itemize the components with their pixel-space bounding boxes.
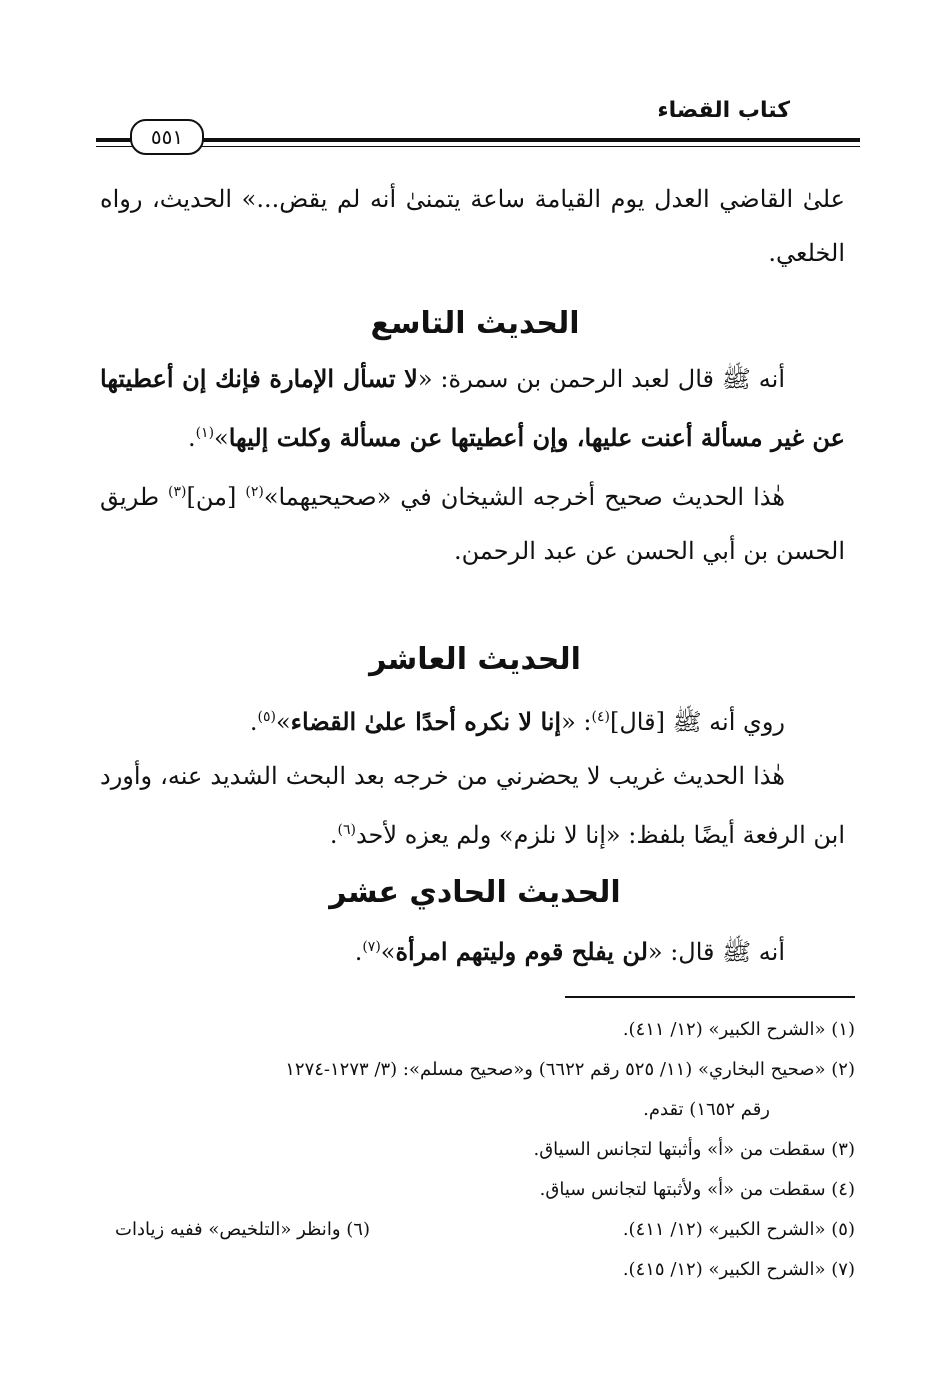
hadith-9-quote: لا تسأل الإمارة فإنك إن أعطيتها عن غير مسألة أعنت عليها، وإن أعطيتها عن مسألة وكلت إليها (100, 364, 845, 452)
hadith-10-quote: إنا لا نكره أحدًا علىٰ القضاء (290, 707, 562, 736)
hadith-9-block (100, 352, 845, 578)
heading-hadith-10: الحديث العاشر (369, 642, 581, 677)
page-number: ٥٥١ (130, 119, 204, 155)
hadith-10-commentary: هٰذا الحديث غريب لا يحضرني من خرجه بعد البحث الشديد عنه، وأورد ابن الرفعة أيضًا بلفظ: «إنا لا نلزم» ولم يعزه لأحد$^{(٦)}$. (100, 762, 845, 849)
heading-hadith-11: الحديث الحادي عشر (329, 875, 621, 910)
intro-text: علىٰ القاضي العدل يوم القيامة ساعة يتمنىٰ أنه لم يقض...» الحديث، رواه الخلعي. (100, 185, 845, 267)
footnote-rule (565, 996, 855, 998)
footnote-ref-6: (٦) (337, 822, 356, 838)
footnote-row-5-6 (95, 1210, 855, 1250)
hadith-9-text: أنه ﷺ قال لعبد الرحمن بن سمرة: «لا تسأل الإمارة فإنك إن أعطيتها عن غير مسألة أعنت عليها، وإن أعطيتها عن مسألة وكلت إليها»$^{(١)}$. (100, 364, 845, 452)
footnote-5: (٥) «الشرح الكبير» (١٢/ ٤١١). (622, 1219, 855, 1240)
footnote-ref-4: (٤) (591, 709, 610, 725)
footnote-2-continued: رقم ١٦٥٢) تقدم. (643, 1099, 770, 1120)
footnote-7: (٧) «الشرح الكبير» (١٢/ ٤١٥). (622, 1259, 855, 1280)
footnote-ref-7: (٧) (362, 939, 381, 955)
hadith-11-block (100, 920, 845, 979)
footnote-ref-1: (١) (195, 425, 215, 441)
header-rule-thick (96, 138, 860, 142)
footnote-1: (١) «الشرح الكبير» (١٢/ ٤١١). (622, 1019, 855, 1040)
footnote-6: (٦) وانظر «التلخيص» ففيه زيادات (115, 1219, 370, 1240)
intro-paragraph (100, 172, 845, 280)
hadith-9-commentary: هٰذا الحديث صحيح أخرجه الشيخان في «صحيحيهما»$^{(٢)}$ [من]$^{(٣)}$ طريق الحسن بن أبي الحسن عن عبد الرحمن. (100, 483, 845, 565)
footnote-2: (٢) «صحيح البخاري» (١١/ ٥٢٥ رقم ٦٦٢٢) و«صحيح مسلم»: (٣/ ١٢٧٣-١٢٧٤ (285, 1059, 855, 1080)
hadith-10-text: روي أنه ﷺ [قال]$^{(٤)}$: «إنا لا نكره أحدًا علىٰ القضاء»$^{(٥)}$. (249, 707, 785, 736)
footnote-ref-2: (٢) (245, 484, 264, 500)
footnotes (95, 1010, 855, 1290)
hadith-10-block (100, 690, 845, 862)
footnote-3: (٣) سقطت من «أ» وأثبتها لتجانس السياق. (533, 1139, 855, 1160)
footnote-ref-5: (٥) (257, 709, 276, 725)
hadith-11-quote: لن يفلح قوم وليتهم امرأة (395, 937, 648, 966)
footnote-4: (٤) سقطت من «أ» ولأثبتها لتجانس سياق. (539, 1179, 855, 1200)
heading-hadith-9: الحديث التاسع (370, 306, 580, 341)
hadith-11-text: أنه ﷺ قال: «لن يفلح قوم وليتهم امرأة»$^{(٧)}$. (354, 937, 785, 966)
header-rule-thin (96, 146, 860, 147)
footnote-ref-3: (٣) (168, 484, 187, 500)
running-title: كتاب القضاء (657, 98, 790, 123)
